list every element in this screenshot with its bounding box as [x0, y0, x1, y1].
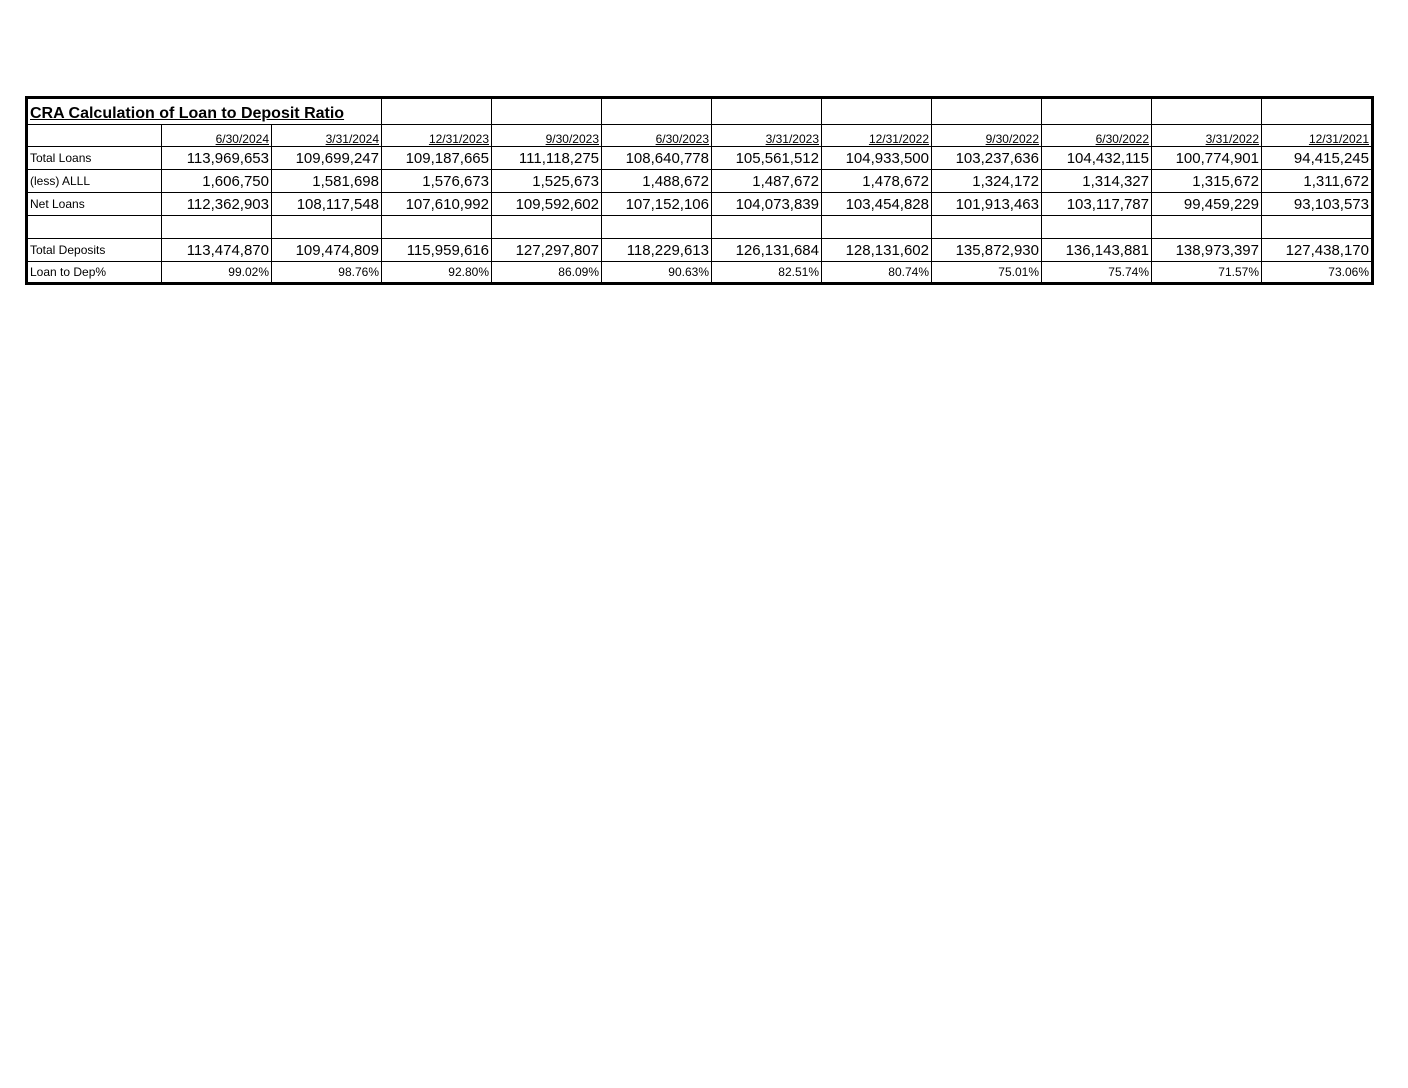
row-label-cell[interactable]: Total Loans	[28, 147, 162, 170]
empty-cell[interactable]	[1262, 216, 1372, 239]
value-cell[interactable]: 82.51%	[712, 262, 822, 283]
spreadsheet-table	[25, 96, 1374, 285]
empty-cell[interactable]	[602, 216, 712, 239]
row-label-cell[interactable]: Total Deposits	[28, 239, 162, 262]
date-header-cell[interactable]: 6/30/2024	[162, 125, 272, 147]
value-cell[interactable]: 128,131,602	[822, 239, 932, 262]
empty-cell[interactable]	[1042, 216, 1152, 239]
date-header-cell[interactable]: 6/30/2023	[602, 125, 712, 147]
value-cell[interactable]: 1,576,673	[382, 170, 492, 193]
value-cell[interactable]: 109,474,809	[272, 239, 382, 262]
value-cell[interactable]: 1,478,672	[822, 170, 932, 193]
cell[interactable]	[1152, 99, 1262, 125]
cell[interactable]	[382, 99, 492, 125]
sheet-title[interactable]: CRA Calculation of Loan to Deposit Ratio	[28, 99, 382, 125]
date-header-cell[interactable]: 6/30/2022	[1042, 125, 1152, 147]
value-cell[interactable]: 113,474,870	[162, 239, 272, 262]
value-cell[interactable]: 100,774,901	[1152, 147, 1262, 170]
date-header-cell[interactable]: 12/31/2022	[822, 125, 932, 147]
empty-cell[interactable]	[1152, 216, 1262, 239]
date-header-cell[interactable]: 9/30/2022	[932, 125, 1042, 147]
blank-row	[28, 216, 1372, 239]
value-cell[interactable]: 136,143,881	[1042, 239, 1152, 262]
table-row-total-loans	[28, 147, 1372, 170]
cell[interactable]	[712, 99, 822, 125]
date-header-cell[interactable]: 12/31/2023	[382, 125, 492, 147]
value-cell[interactable]: 1,314,327	[1042, 170, 1152, 193]
value-cell[interactable]: 93,103,573	[1262, 193, 1372, 216]
cell[interactable]	[1262, 99, 1372, 125]
value-cell[interactable]: 112,362,903	[162, 193, 272, 216]
loan-deposit-table	[27, 98, 1372, 283]
value-cell[interactable]: 138,973,397	[1152, 239, 1262, 262]
value-cell[interactable]: 71.57%	[1152, 262, 1262, 283]
empty-cell[interactable]	[382, 216, 492, 239]
value-cell[interactable]: 99.02%	[162, 262, 272, 283]
value-cell[interactable]: 108,640,778	[602, 147, 712, 170]
value-cell[interactable]: 126,131,684	[712, 239, 822, 262]
title-row	[28, 99, 1372, 125]
cell[interactable]	[1042, 99, 1152, 125]
cell[interactable]	[822, 99, 932, 125]
value-cell[interactable]: 101,913,463	[932, 193, 1042, 216]
value-cell[interactable]: 90.63%	[602, 262, 712, 283]
value-cell[interactable]: 73.06%	[1262, 262, 1372, 283]
empty-cell[interactable]	[162, 216, 272, 239]
value-cell[interactable]: 109,187,665	[382, 147, 492, 170]
value-cell[interactable]: 111,118,275	[492, 147, 602, 170]
value-cell[interactable]: 113,969,653	[162, 147, 272, 170]
value-cell[interactable]: 1,324,172	[932, 170, 1042, 193]
value-cell[interactable]: 94,415,245	[1262, 147, 1372, 170]
row-label-cell[interactable]: Net Loans	[28, 193, 162, 216]
value-cell[interactable]: 108,117,548	[272, 193, 382, 216]
value-cell[interactable]: 135,872,930	[932, 239, 1042, 262]
value-cell[interactable]: 1,315,672	[1152, 170, 1262, 193]
date-header-cell[interactable]: 3/31/2023	[712, 125, 822, 147]
empty-cell[interactable]	[932, 216, 1042, 239]
value-cell[interactable]: 115,959,616	[382, 239, 492, 262]
date-header-row	[28, 125, 1372, 147]
value-cell[interactable]: 103,454,828	[822, 193, 932, 216]
value-cell[interactable]: 1,606,750	[162, 170, 272, 193]
value-cell[interactable]: 86.09%	[492, 262, 602, 283]
value-cell[interactable]: 104,933,500	[822, 147, 932, 170]
cell[interactable]	[602, 99, 712, 125]
value-cell[interactable]: 105,561,512	[712, 147, 822, 170]
value-cell[interactable]: 107,152,106	[602, 193, 712, 216]
date-header-cell[interactable]: 3/31/2022	[1152, 125, 1262, 147]
value-cell[interactable]: 104,432,115	[1042, 147, 1152, 170]
value-cell[interactable]: 103,117,787	[1042, 193, 1152, 216]
table-row-total-deposits	[28, 239, 1372, 262]
table-row-alll	[28, 170, 1372, 193]
value-cell[interactable]: 75.74%	[1042, 262, 1152, 283]
date-header-cell[interactable]: 9/30/2023	[492, 125, 602, 147]
value-cell[interactable]: 104,073,839	[712, 193, 822, 216]
empty-cell[interactable]	[272, 216, 382, 239]
value-cell[interactable]: 98.76%	[272, 262, 382, 283]
value-cell[interactable]: 1,525,673	[492, 170, 602, 193]
table-row-net-loans	[28, 193, 1372, 216]
value-cell[interactable]: 1,311,672	[1262, 170, 1372, 193]
empty-cell[interactable]	[712, 216, 822, 239]
value-cell[interactable]: 92.80%	[382, 262, 492, 283]
value-cell[interactable]: 127,438,170	[1262, 239, 1372, 262]
table-row-loan-to-dep	[28, 262, 1372, 283]
empty-cell[interactable]	[492, 216, 602, 239]
value-cell[interactable]: 118,229,613	[602, 239, 712, 262]
empty-cell[interactable]	[822, 216, 932, 239]
row-label-cell[interactable]: (less) ALLL	[28, 170, 162, 193]
value-cell[interactable]: 127,297,807	[492, 239, 602, 262]
value-cell[interactable]: 107,610,992	[382, 193, 492, 216]
row-label-cell[interactable]	[28, 125, 162, 147]
value-cell[interactable]: 1,488,672	[602, 170, 712, 193]
cell[interactable]	[932, 99, 1042, 125]
value-cell[interactable]: 109,592,602	[492, 193, 602, 216]
value-cell[interactable]: 80.74%	[822, 262, 932, 283]
value-cell[interactable]: 1,487,672	[712, 170, 822, 193]
value-cell[interactable]: 75.01%	[932, 262, 1042, 283]
empty-cell[interactable]	[28, 216, 162, 239]
value-cell[interactable]: 103,237,636	[932, 147, 1042, 170]
value-cell[interactable]: 1,581,698	[272, 170, 382, 193]
value-cell[interactable]: 99,459,229	[1152, 193, 1262, 216]
date-header-cell[interactable]: 12/31/2021	[1262, 125, 1372, 147]
value-cell[interactable]: 109,699,247	[272, 147, 382, 170]
cell[interactable]	[492, 99, 602, 125]
row-label-cell[interactable]: Loan to Dep%	[28, 262, 162, 283]
date-header-cell[interactable]: 3/31/2024	[272, 125, 382, 147]
